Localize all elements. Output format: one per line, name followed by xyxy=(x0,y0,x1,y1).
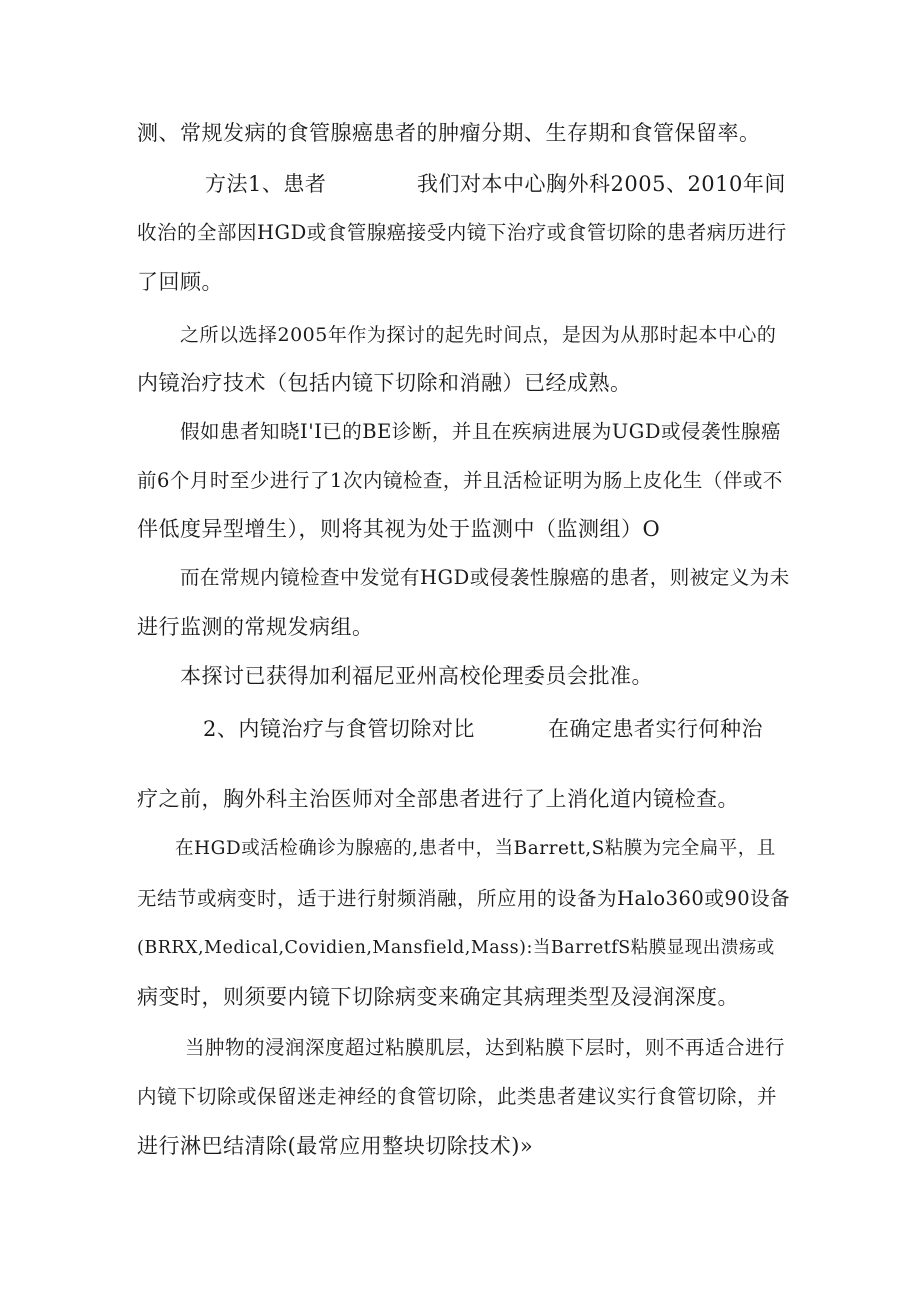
text-line: 无结节或病变时，适于进行射频消融，所应用的设备为Halo360或90设备 xyxy=(137,887,791,910)
text-line: 假如患者知晓I'I已的BE诊断，并且在疾病进展为UGD或侵袭性腺癌 xyxy=(180,420,781,443)
text-line: 疗之前，胸外科主治医师对全部患者进行了上消化道内镜检查。 xyxy=(137,787,739,811)
text-line: 内镜下切除或保留迷走神经的食管切除，此类患者建议实行食管切除，并 xyxy=(137,1085,778,1108)
section-heading: 2、内镜治疗与食管切除对比 xyxy=(203,717,475,741)
text-line: 进行监测的常规发病组。 xyxy=(137,615,374,639)
section-heading: 方法1、患者 xyxy=(205,172,327,196)
text-line: 收治的全部因HGD或食管腺癌接受内镜下治疗或食管切除的患者病历进行 xyxy=(137,221,787,244)
text-line: (BRRX,Medical,Covidien,Mansfield,Mass):当BarretfS粘膜显现出溃疡或 xyxy=(137,938,775,958)
text-line: 内镜治疗技术（包括内镜下切除和消融）已经成熟。 xyxy=(137,371,632,395)
text-line: 前6个月时至少进行了1次内镜检查，并且活检证明为肠上皮化生（伴或不 xyxy=(137,469,783,492)
text-line: 病变时，则须要内镜下切除病变来确定其病理类型及浸润深度。 xyxy=(137,985,739,1009)
text-line: 而在常规内镜检查中发觉有HGD或侵袭性腺癌的患者，则被定义为未 xyxy=(180,566,790,589)
text-line: 在HGD或活检确诊为腺癌的,患者中，当Barrett,S粘膜为完全扁平，且 xyxy=(175,838,776,859)
text-line: 测、常规发病的食管腺癌患者的肿瘤分期、生存期和食管保留率。 xyxy=(137,121,761,145)
text-line: 当肿物的浸润深度超过粘膜肌层，达到粘膜下层时，则不再适合进行 xyxy=(185,1036,786,1059)
text-line: 进行淋巴结清除(最常应用整块切除技术)» xyxy=(137,1134,534,1158)
text-line: 伴低度异型增生），则将其视为处于监测中（监测组）O xyxy=(137,517,661,541)
text-line: 本探讨已获得加利福尼亚州高校伦理委员会批准。 xyxy=(180,664,653,688)
text-line: 之所以选择2005年作为探讨的起先时间点，是因为从那时起本中心的 xyxy=(180,324,777,346)
text-line: 了回顾。 xyxy=(137,270,223,294)
text-line: 我们对本中心胸外科2005、2010年间 xyxy=(417,172,786,196)
text-line: 在确定患者实行何种治 xyxy=(548,717,763,741)
